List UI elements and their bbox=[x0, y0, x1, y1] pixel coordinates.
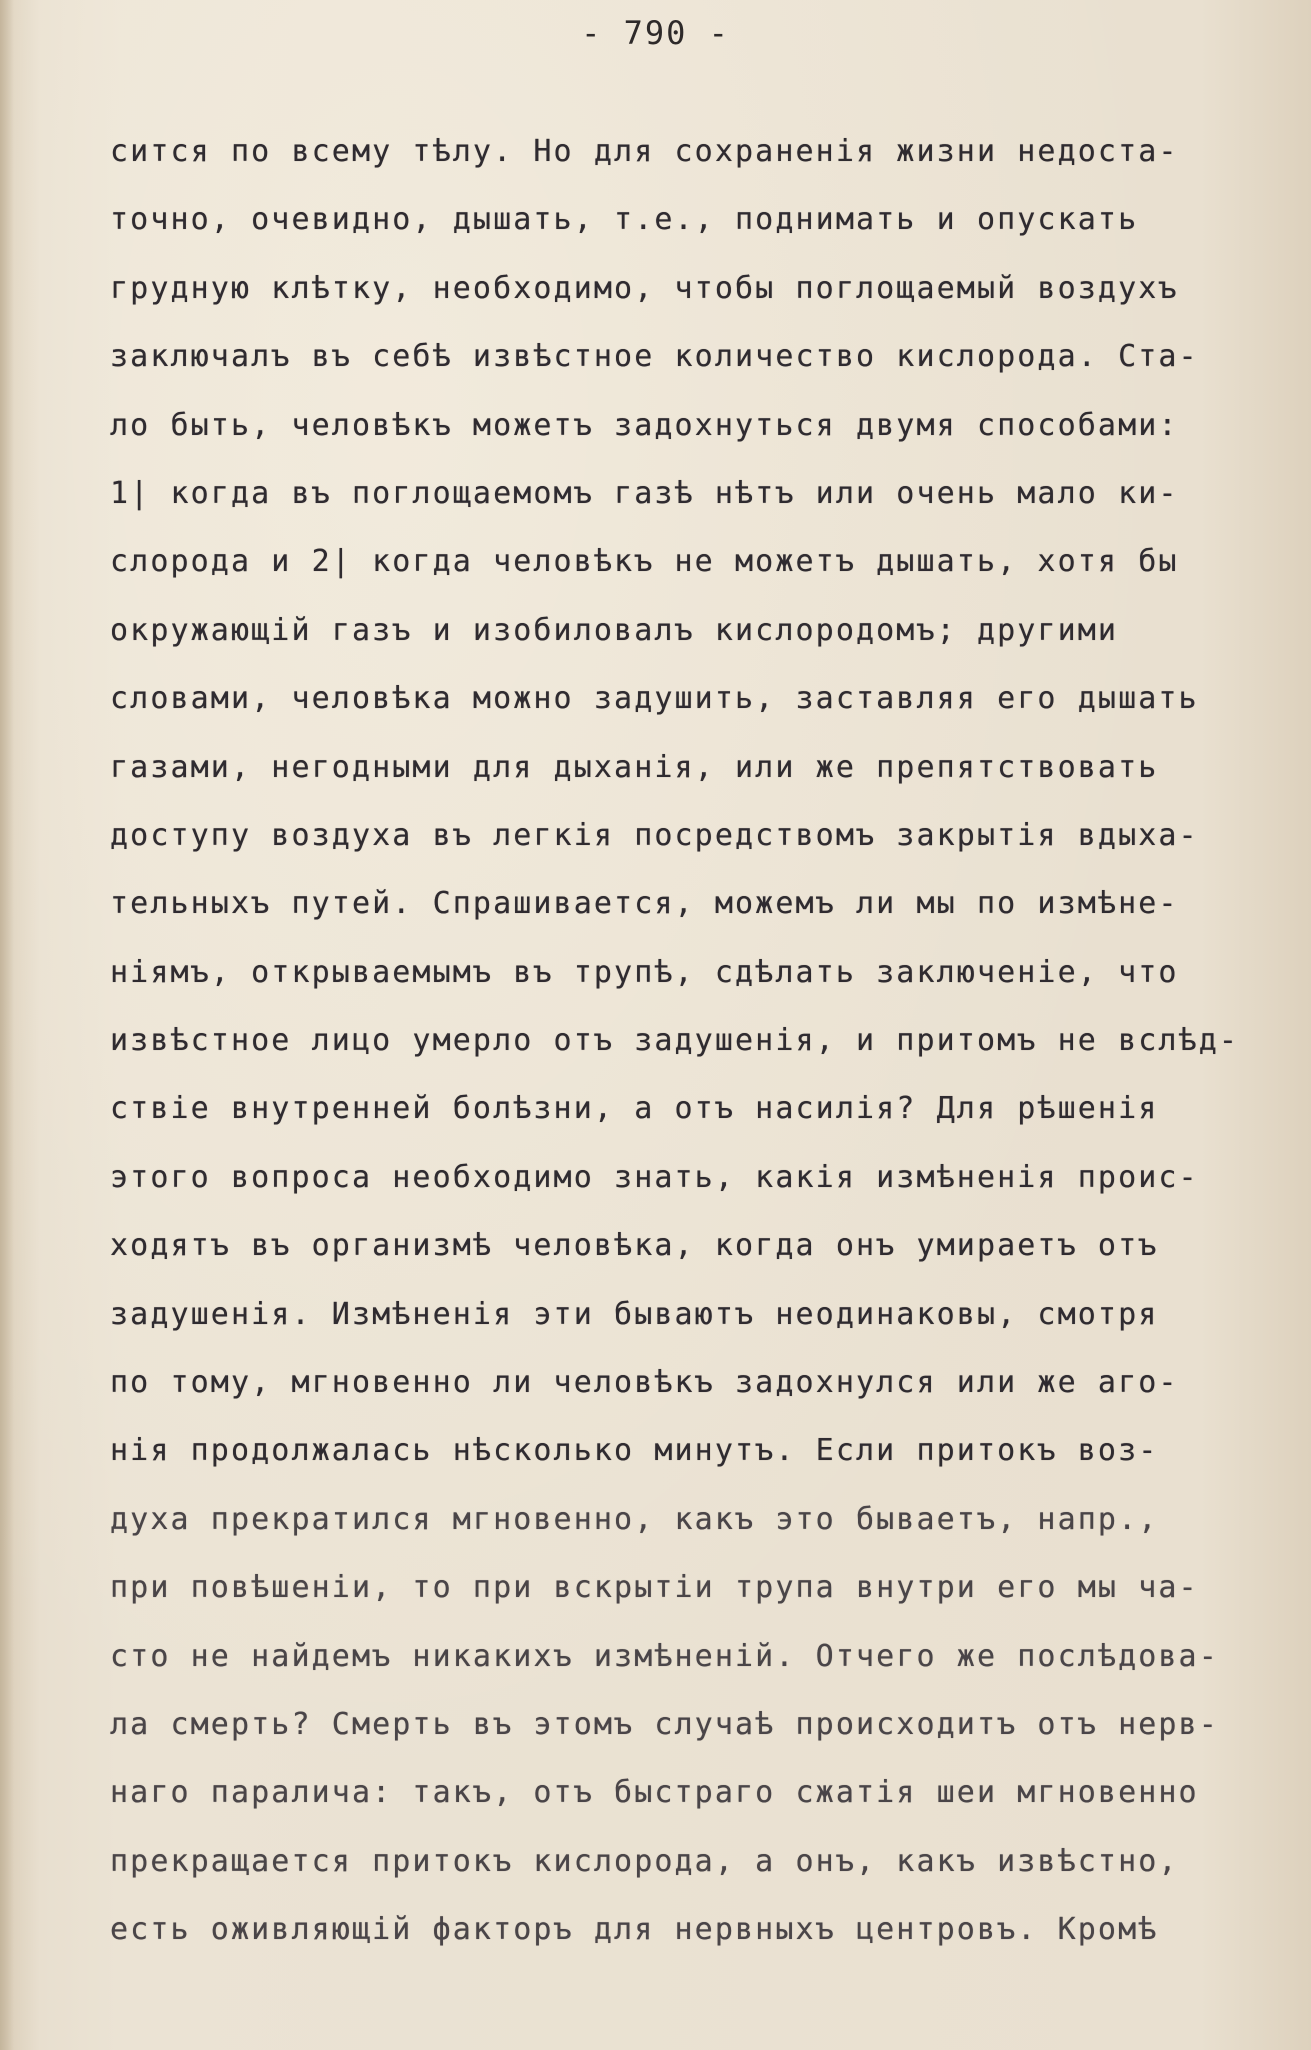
text-line: духа прекратился мгновенно, какъ это бываетъ, напр., bbox=[110, 1501, 1159, 1537]
text-line: прекращается притокъ кислорода, а онъ, какъ извѣстно, bbox=[110, 1843, 1179, 1879]
text-line: доступу воздуха въ легкія посредствомъ закрытія вдыха- bbox=[110, 817, 1199, 853]
body-text bbox=[110, 118, 1290, 1965]
text-line: заключалъ въ себѣ извѣстное количество кислорода. Ста- bbox=[110, 339, 1199, 375]
text-line: точно, очевидно, дышать, т.е., поднимать и опускать bbox=[110, 202, 1139, 238]
text-line: 1| когда въ поглощаемомъ газѣ нѣтъ или очень мало ки- bbox=[110, 475, 1179, 511]
text-line: газами, негодными для дыханія, или же препятствовать bbox=[110, 749, 1159, 785]
text-line: ло быть, человѣкъ можетъ задохнуться двумя способами: bbox=[110, 407, 1179, 443]
text-line: этого вопроса необходимо знать, какія измѣненія проис- bbox=[110, 1159, 1199, 1195]
text-line: словами, человѣка можно задушить, заставляя его дышать bbox=[110, 681, 1199, 717]
text-line: ніямъ, открываемымъ въ трупѣ, сдѣлать заключеніе, что bbox=[110, 954, 1179, 990]
text-line: задушенія. Измѣненія эти бываютъ неодинаковы, смотря bbox=[110, 1296, 1159, 1332]
text-line: окружающій газъ и изобиловалъ кислородомъ; другими bbox=[110, 612, 1119, 648]
text-line: есть оживляющій факторъ для нервныхъ центровъ. Кромѣ bbox=[110, 1912, 1159, 1948]
text-line: при повѣшеніи, то при вскрытіи трупа внутри его мы ча- bbox=[110, 1570, 1199, 1606]
text-line: наго паралича: такъ, отъ быстраго сжатія шеи мгновенно bbox=[110, 1775, 1199, 1811]
text-line: по тому, мгновенно ли человѣкъ задохнулся или же аго- bbox=[110, 1365, 1179, 1401]
text-line: грудную клѣтку, необходимо, чтобы поглощаемый воздухъ bbox=[110, 270, 1179, 306]
text-line: сто не найдемъ никакихъ измѣненій. Отчего же послѣдова- bbox=[110, 1638, 1219, 1674]
text-line: ходятъ въ организмѣ человѣка, когда онъ умираетъ отъ bbox=[110, 1228, 1159, 1264]
text-line: слорода и 2| когда человѣкъ не можетъ дышать, хотя бы bbox=[110, 544, 1179, 580]
page-number: - 790 - bbox=[581, 14, 730, 52]
text-line: извѣстное лицо умерло отъ задушенія, и притомъ не вслѣд- bbox=[110, 1023, 1240, 1059]
page-edge-shadow bbox=[0, 0, 14, 2050]
text-line: сится по всему тѣлу. Но для сохраненія жизни недоста- bbox=[110, 134, 1179, 169]
text-line: тельныхъ путей. Спрашивается, можемъ ли мы по измѣне- bbox=[110, 886, 1179, 922]
text-line: нія продолжалась нѣсколько минутъ. Если притокъ воз- bbox=[110, 1433, 1159, 1469]
text-line: ствіе внутренней болѣзни, а отъ насилія? Для рѣшенія bbox=[110, 1091, 1159, 1127]
text-line: ла смерть? Смерть въ этомъ случаѣ происходитъ отъ нерв- bbox=[110, 1706, 1219, 1742]
